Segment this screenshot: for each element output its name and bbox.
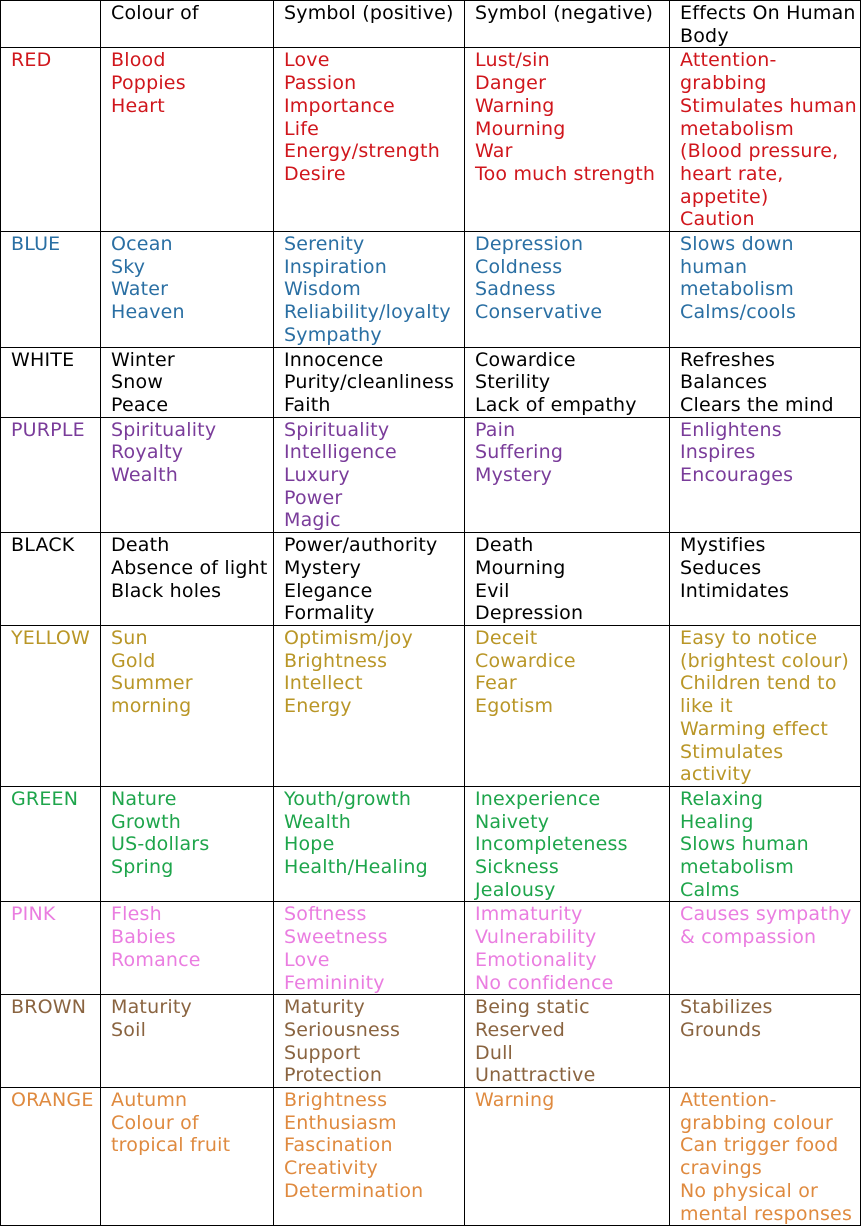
- colour-name: PURPLE: [1, 417, 101, 533]
- negative-cell: Deceit Cowardice Fear Egotism: [465, 625, 670, 786]
- table-row: [1, 232, 861, 348]
- effects-cell: Relaxing Healing Slows human metabolism Calms: [670, 786, 861, 902]
- table-row: [1, 347, 861, 417]
- negative-cell: Death Mourning Evil Depression: [465, 533, 670, 626]
- negative-cell: Lust/sin Danger Warning Mourning War Too much strength: [465, 48, 670, 232]
- effects-cell: Refreshes Balances Clears the mind: [670, 347, 861, 417]
- positive-cell: Brightness Enthusiasm Fascination Creativity Determination: [274, 1088, 465, 1226]
- colour-of-cell: Blood Poppies Heart: [101, 48, 274, 232]
- colour-name: PINK: [1, 902, 101, 995]
- header-effects: Effects On Human Body: [670, 1, 861, 48]
- colour-name: BROWN: [1, 995, 101, 1088]
- negative-cell: Inexperience Naivety Incompleteness Sickness Jealousy: [465, 786, 670, 902]
- colour-name: YELLOW: [1, 625, 101, 786]
- positive-cell: Optimism/joy Brightness Intellect Energy: [274, 625, 465, 786]
- effects-cell: Attention-grabbing colour Can trigger food cravings No physical or mental responses: [670, 1088, 861, 1226]
- effects-cell: Attention-grabbing Stimulates human metabolism (Blood pressure, heart rate, appetite) Caution: [670, 48, 861, 232]
- negative-cell: Being static Reserved Dull Unattractive: [465, 995, 670, 1088]
- colour-name: ORANGE: [1, 1088, 101, 1226]
- header-symbol-positive: Symbol (positive): [274, 1, 465, 48]
- colour-of-cell: Autumn Colour of tropical fruit: [101, 1088, 274, 1226]
- header-row: [1, 1, 861, 48]
- positive-cell: Power/authority Mystery Elegance Formality: [274, 533, 465, 626]
- colour-of-cell: Winter Snow Peace: [101, 347, 274, 417]
- negative-cell: Warning: [465, 1088, 670, 1226]
- colour-name: WHITE: [1, 347, 101, 417]
- positive-cell: Serenity Inspiration Wisdom Reliability/loyalty Sympathy: [274, 232, 465, 348]
- effects-cell: Causes sympathy & compassion: [670, 902, 861, 995]
- colour-of-cell: Sun Gold Summer morning: [101, 625, 274, 786]
- positive-cell: Softness Sweetness Love Femininity: [274, 902, 465, 995]
- colour-of-cell: Maturity Soil: [101, 995, 274, 1088]
- effects-cell: Enlightens Inspires Encourages: [670, 417, 861, 533]
- negative-cell: Cowardice Sterility Lack of empathy: [465, 347, 670, 417]
- positive-cell: Youth/growth Wealth Hope Health/Healing: [274, 786, 465, 902]
- positive-cell: Love Passion Importance Life Energy/strength Desire: [274, 48, 465, 232]
- table-row: [1, 1088, 861, 1226]
- colour-of-cell: Spirituality Royalty Wealth: [101, 417, 274, 533]
- colour-of-cell: Nature Growth US-dollars Spring: [101, 786, 274, 902]
- colour-of-cell: Ocean Sky Water Heaven: [101, 232, 274, 348]
- negative-cell: Depression Coldness Sadness Conservative: [465, 232, 670, 348]
- positive-cell: Spirituality Intelligence Luxury Power Magic: [274, 417, 465, 533]
- positive-cell: Innocence Purity/cleanliness Faith: [274, 347, 465, 417]
- header-symbol-negative: Symbol (negative): [465, 1, 670, 48]
- header-blank: [1, 1, 101, 48]
- table-row: [1, 995, 861, 1088]
- table-row: [1, 786, 861, 902]
- colour-of-cell: Flesh Babies Romance: [101, 902, 274, 995]
- effects-cell: Stabilizes Grounds: [670, 995, 861, 1088]
- header-colour-of: Colour of: [101, 1, 274, 48]
- positive-cell: Maturity Seriousness Support Protection: [274, 995, 465, 1088]
- negative-cell: Pain Suffering Mystery: [465, 417, 670, 533]
- table-row: [1, 625, 861, 786]
- colour-of-cell: Death Absence of light Black holes: [101, 533, 274, 626]
- effects-cell: Mystifies Seduces Intimidates: [670, 533, 861, 626]
- table-row: [1, 48, 861, 232]
- colour-name: RED: [1, 48, 101, 232]
- negative-cell: Immaturity Vulnerability Emotionality No confidence: [465, 902, 670, 995]
- colour-name: BLACK: [1, 533, 101, 626]
- table-row: [1, 533, 861, 626]
- effects-cell: Easy to notice (brightest colour) Children tend to like it Warming effect Stimulates activity: [670, 625, 861, 786]
- colour-name: BLUE: [1, 232, 101, 348]
- colour-name: GREEN: [1, 786, 101, 902]
- table-row: [1, 417, 861, 533]
- effects-cell: Slows down human metabolism Calms/cools: [670, 232, 861, 348]
- table-row: [1, 902, 861, 995]
